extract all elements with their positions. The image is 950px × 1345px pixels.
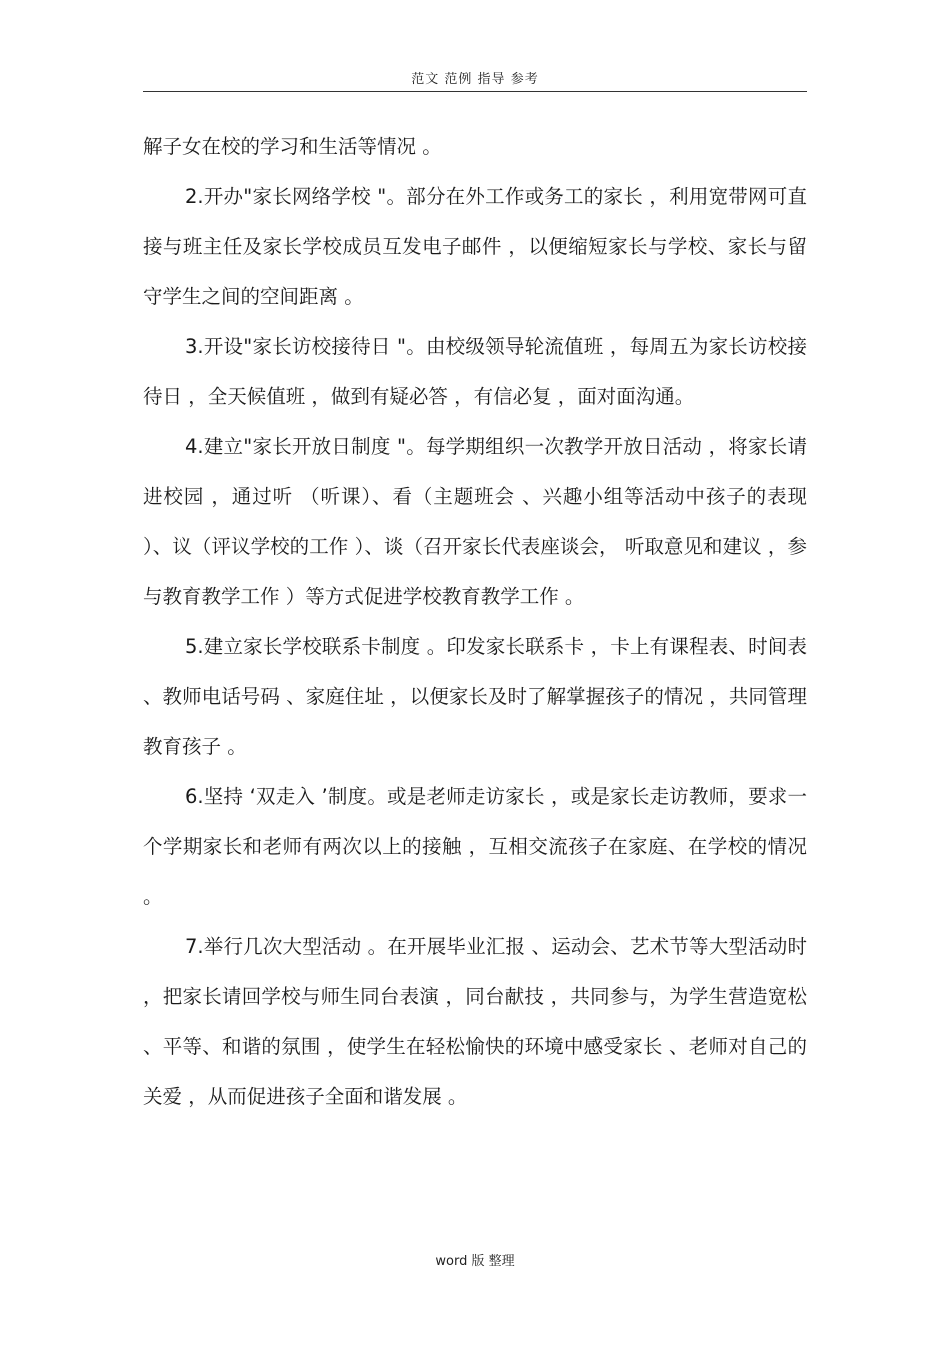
document-body bbox=[143, 122, 807, 1122]
paragraph-continuation: 解子女在校的学习和生活等情况 。 bbox=[143, 135, 442, 158]
page-header: 范文 范例 指导 参考 bbox=[411, 72, 539, 87]
paragraph-item-7: 7.举行几次大型活动 。在开展毕业汇报 、运动会、艺术节等大型活动时 ，把家长请回学校与师生同台表演 ，同台献技 ，共同参与，为学生营造宽松 、平等、和谐的氛围 ，使学生在轻松愉快的环境中感受家长 、老师对自己的关爱 ，从而促进孩子全面和谐发展 。 bbox=[143, 935, 807, 1108]
page-footer: word 版 整理 bbox=[435, 1254, 515, 1269]
paragraph-item-2: 2.开办"家长网络学校 "。部分在外工作或务工的家长 ，利用宽带网可直接与班主任及家长学校成员互发电子邮件 ，以便缩短家长与学校、家长与留守学生之间的空间距离 。 bbox=[143, 185, 807, 308]
paragraph-item-6: 6.坚持 ‘双走入 ’制度。或是老师走访家长 ，或是家长走访教师，要求一个学期家长和老师有两次以上的接触 ，互相交流孩子在家庭、在学校的情况 。 bbox=[143, 785, 807, 908]
paragraph-item-4: 4.建立"家长开放日制度 "。每学期组织一次教学开放日活动 ，将家长请进校园 ，通过听 （听课）、看（主题班会 、兴趣小组等活动中孩子的表现 ）、议（评议学校的工作 ）、谈（召开家长代表座谈会， 听取意见和建议 ，参与教育教学工作 ）等方式促进学校教育教学工作 。 bbox=[143, 435, 807, 608]
paragraph-item-3: 3.开设"家长访校接待日 "。由校级领导轮流值班 ，每周五为家长访校接待日 ，全天候值班 ，做到有疑必答 ，有信必复 ，面对面沟通。 bbox=[143, 335, 807, 408]
header-rule bbox=[143, 91, 807, 92]
paragraph-item-5: 5.建立家长学校联系卡制度 。印发家长联系卡 ，卡上有课程表、时间表 、教师电话号码 、家庭住址 ，以便家长及时了解掌握孩子的情况 ，共同管理教育孩子 。 bbox=[143, 635, 807, 758]
